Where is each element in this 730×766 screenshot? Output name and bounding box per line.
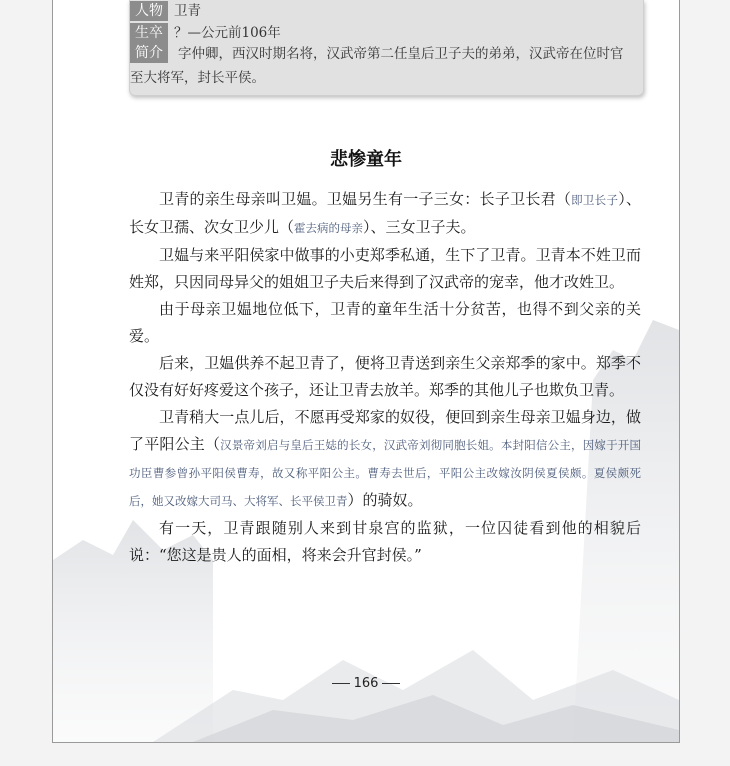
paragraph-5 [129,404,641,515]
life-tag: 生卒 [130,23,168,43]
book-page [52,0,680,743]
intro-value: 字仲卿，西汉时期名将，汉武帝第二任皇后卫子夫的弟弟，汉武帝在位时官至大将军，封长平侯。 [130,46,624,86]
intro-tag: 简介 [130,43,168,63]
p5-note-1: 汉景帝刘启与皇后王娡的长女，汉武帝刘彻同胞长姐。本封阳信公主，因嫁于开国功臣曹参曾孙平阳侯曹寿，故又称平阳公主。曹寿去世后，平阳公主改嫁汝阴侯夏侯颇。夏侯颇死后，她又改嫁大司马、大将军、长平侯卫青 [129,438,641,508]
page-number: 166 [353,676,379,691]
page-footer [53,676,679,691]
footer-dash-right [382,683,400,684]
p1-text-a: 卫青的亲生母亲叫卫媪。卫媪另生有一子三女：长子卫长君（ [159,190,572,208]
paragraph-3: 由于母亲卫媪地位低下，卫青的童年生活十分贫苦，也得不到父亲的关爱。 [129,300,641,345]
person-tag: 人物 [130,1,168,21]
paragraph-2: 卫媪与来平阳侯家中做事的小吏郑季私通，生下了卫青。卫青本不姓卫而姓郑，只因同母异父的姐姐卫子夫后来得到了汉武帝的宠幸，他才改姓卫。 [129,246,641,291]
paragraph-6: 有一天，卫青跟随别人来到甘泉宫的监狱，一位囚徒看到他的相貌后说：“您这是贵人的面相，将来会升官封侯。” [129,519,641,564]
paragraph-1 [129,186,641,242]
footer-dash-left [332,683,350,684]
life-value: ？—公元前106年 [174,25,281,41]
info-row-person [130,0,201,22]
p1-note-2: 霍去病的母亲 [294,221,364,235]
chapter-body [129,186,641,569]
p1-text-b: ）、长女卫孺、次女卫少儿（ [129,190,641,236]
p5-text-a: 卫青稍大一点儿后，不愿再受郑家的奴役，便回到亲生母亲卫媪身边，做了平阳公主（ [129,408,641,453]
person-value: 卫青 [174,3,201,19]
info-row-life [130,22,281,44]
paragraph-4: 后来，卫媪供养不起卫青了，便将卫青送到亲生父亲郑季的家中。郑季不仅没有好好疼爱这个孩子，还让卫青去放羊。郑季的其他儿子也欺负卫青。 [129,354,641,399]
chapter-title: 悲惨童年 [330,149,402,170]
p1-note-1: 即卫长子 [571,193,619,207]
p5-text-b: ）的骑奴。 [347,491,423,509]
person-info-box [129,0,644,96]
p1-text-c: ）、三女卫子夫。 [363,218,476,236]
